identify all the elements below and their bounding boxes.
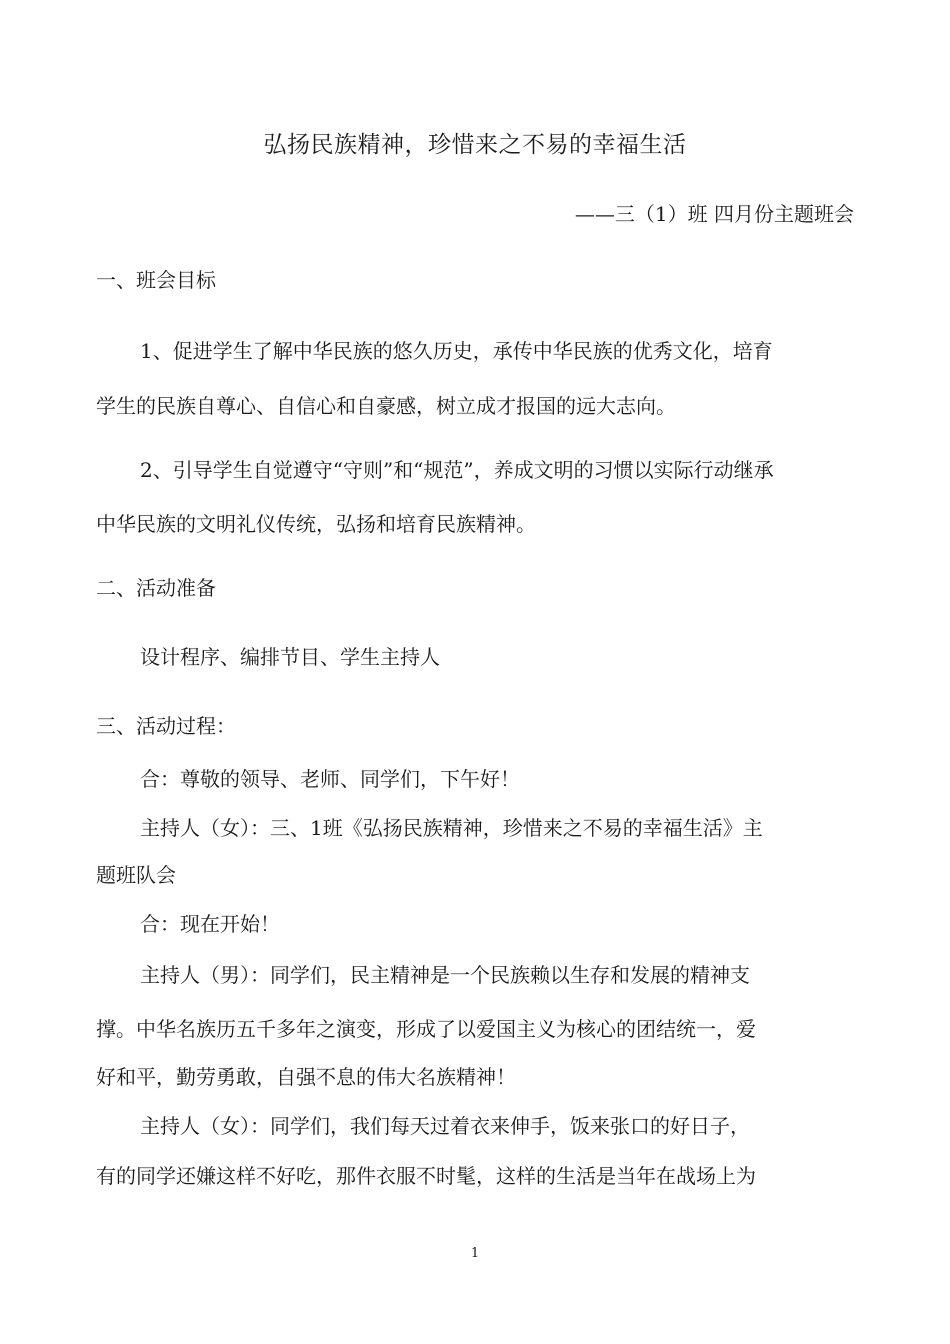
paragraph-line: 有的同学还嫌这样不好吃，那件衣服不时髦，这样的生活是当年在战场上为 (96, 1164, 756, 1188)
paragraph-line: 合：现在开始！ (140, 912, 280, 936)
paragraph-line: 主持人（女）：同学们，我们每天过着衣来伸手，饭来张口的好日子， (140, 1114, 750, 1138)
paragraph-line: 题班队会 (96, 863, 176, 887)
paragraph-line: 撑。中华名族历五千多年之演变，形成了以爱国主义为核心的团结统一，爱 (96, 1017, 756, 1041)
paragraph-line: 学生的民族自尊心、自信心和自豪感，树立成才报国的远大志向。 (96, 394, 676, 418)
paragraph-line: 好和平，勤劳勇敢，自强不息的伟大名族精神！ (96, 1065, 516, 1089)
page-number: 1 (470, 1246, 480, 1261)
paragraph-line: 2、引导学生自觉遵守“守则”和“规范”，养成文明的习惯以实际行动继承 (140, 458, 774, 482)
paragraph-line: 中华民族的文明礼仪传统，弘扬和培育民族精神。 (96, 512, 536, 536)
section-heading-preparation: 二、活动准备 (96, 576, 216, 600)
document-subtitle: ——三（1）班 四月份主题班会 (574, 202, 854, 226)
section-heading-process: 三、活动过程： (96, 714, 236, 738)
paragraph-line: 1、促进学生了解中华民族的悠久历史，承传中华民族的优秀文化，培育 (140, 339, 773, 363)
section-heading-goals: 一、班会目标 (96, 268, 216, 292)
document-title: 弘扬民族精神，珍惜来之不易的幸福生活 (263, 132, 687, 158)
paragraph-line: 主持人（女）：三、1班《弘扬民族精神，珍惜来之不易的幸福生活》主 (140, 816, 763, 840)
paragraph-line: 主持人（男）：同学们，民主精神是一个民族赖以生存和发展的精神支 (140, 963, 750, 987)
paragraph-line: 设计程序、编排节目、学生主持人 (140, 645, 440, 669)
paragraph-line: 合：尊敬的领导、老师、同学们，下午好！ (140, 767, 520, 791)
